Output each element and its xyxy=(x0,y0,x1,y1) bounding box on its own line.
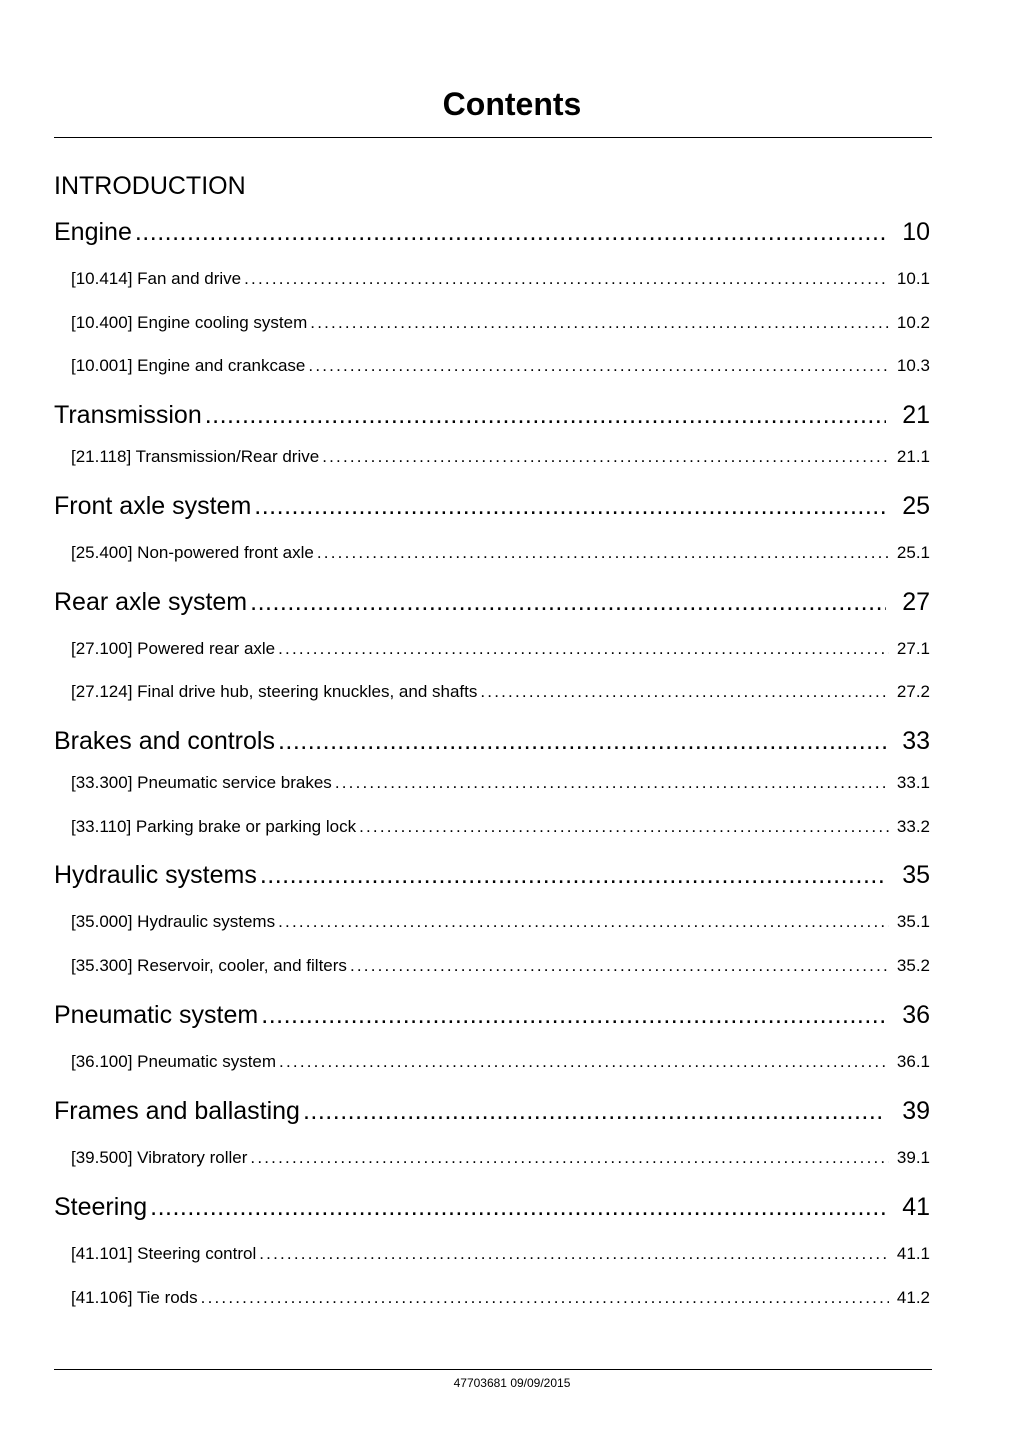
section-label: [21.118] Transmission/Rear drive xyxy=(71,447,320,466)
section-page: 21.1 xyxy=(896,447,930,466)
toc-section-fan-and-drive[interactable] xyxy=(71,267,932,291)
toc-section-steering-control[interactable] xyxy=(71,1242,932,1266)
chapter-label: Transmission xyxy=(54,401,202,429)
chapter-page: 10 xyxy=(902,218,930,246)
toc-chapter-front-axle-system[interactable] xyxy=(54,490,932,522)
section-page: 10.1 xyxy=(896,269,930,288)
footer-divider xyxy=(54,1369,932,1370)
section-page: 25.1 xyxy=(896,543,930,562)
section-label: [39.500] Vibratory roller xyxy=(71,1148,248,1167)
section-page: 33.1 xyxy=(896,773,930,792)
dot-leader xyxy=(259,1242,889,1266)
dot-leader xyxy=(278,910,889,934)
toc-chapter-pneumatic-system[interactable] xyxy=(54,999,932,1031)
chapter-page: 33 xyxy=(902,727,930,755)
chapter-label: Brakes and controls xyxy=(54,727,275,755)
dot-leader xyxy=(201,1286,889,1310)
dot-leader xyxy=(250,1146,889,1170)
dot-leader xyxy=(480,680,889,704)
toc-section-parking-brake[interactable] xyxy=(71,815,932,839)
dot-leader xyxy=(260,859,886,891)
section-page: 27.1 xyxy=(896,639,930,658)
dot-leader xyxy=(317,541,889,565)
toc-section-engine-and-crankcase[interactable] xyxy=(71,354,932,378)
toc-chapter-rear-axle-system[interactable] xyxy=(54,586,932,618)
section-page: 39.1 xyxy=(896,1148,930,1167)
section-page: 10.3 xyxy=(896,356,930,375)
toc-section-reservoir-cooler-filters[interactable] xyxy=(71,954,932,978)
dot-leader xyxy=(261,999,886,1031)
toc-section-final-drive-hub[interactable] xyxy=(71,680,932,704)
section-label: [33.110] Parking brake or parking lock xyxy=(71,817,357,836)
toc-chapter-transmission[interactable] xyxy=(54,399,932,431)
dot-leader xyxy=(278,637,889,661)
dot-leader xyxy=(278,725,886,757)
section-label: [41.106] Tie rods xyxy=(71,1288,198,1307)
chapter-label: Pneumatic system xyxy=(54,1001,259,1029)
toc-section-hydraulic-systems[interactable] xyxy=(71,910,932,934)
dot-leader xyxy=(254,490,886,522)
chapter-page: 36 xyxy=(902,1001,930,1029)
section-page: 36.1 xyxy=(896,1052,930,1071)
section-page: 35.2 xyxy=(896,956,930,975)
chapter-page: 41 xyxy=(902,1193,930,1221)
footer-doc-id-date: 47703681 09/09/2015 xyxy=(453,1376,571,1390)
dot-leader xyxy=(303,1095,886,1127)
section-label: [10.001] Engine and crankcase xyxy=(71,356,306,375)
intro-heading: INTRODUCTION xyxy=(54,172,246,200)
section-label: [27.124] Final drive hub, steering knuckles, and shafts xyxy=(71,682,478,701)
chapter-page: 39 xyxy=(902,1097,930,1125)
chapter-label: Steering xyxy=(54,1193,148,1221)
chapter-label: Frames and ballasting xyxy=(54,1097,300,1125)
dot-leader xyxy=(250,586,886,618)
section-label: [36.100] Pneumatic system xyxy=(71,1052,277,1071)
toc-chapter-brakes-and-controls[interactable] xyxy=(54,725,932,757)
section-page: 35.1 xyxy=(896,912,930,931)
section-label: [35.300] Reservoir, cooler, and filters xyxy=(71,956,347,975)
chapter-page: 25 xyxy=(902,492,930,520)
toc-section-pneumatic-system[interactable] xyxy=(71,1050,932,1074)
chapter-label: Front axle system xyxy=(54,492,252,520)
toc-chapter-steering[interactable] xyxy=(54,1191,932,1223)
chapter-page: 27 xyxy=(902,588,930,616)
dot-leader xyxy=(322,445,889,469)
toc-section-powered-rear-axle[interactable] xyxy=(71,637,932,661)
dot-leader xyxy=(359,815,889,839)
chapter-label: Hydraulic systems xyxy=(54,861,257,889)
dot-leader xyxy=(350,954,889,978)
section-page: 41.1 xyxy=(896,1244,930,1263)
section-label: [33.300] Pneumatic service brakes xyxy=(71,773,332,792)
dot-leader xyxy=(279,1050,889,1074)
dot-leader xyxy=(335,771,889,795)
dot-leader xyxy=(310,311,889,335)
chapter-page: 21 xyxy=(902,401,930,429)
dot-leader xyxy=(135,216,886,248)
chapter-label: Rear axle system xyxy=(54,588,248,616)
chapter-label: Engine xyxy=(54,218,132,246)
dot-leader xyxy=(205,399,886,431)
section-label: [35.000] Hydraulic systems xyxy=(71,912,276,931)
section-label: [10.414] Fan and drive xyxy=(71,269,242,288)
dot-leader xyxy=(150,1191,886,1223)
toc-section-non-powered-front-axle[interactable] xyxy=(71,541,932,565)
title-divider xyxy=(54,137,932,138)
page-title: Contents xyxy=(442,86,582,122)
section-label: [25.400] Non-powered front axle xyxy=(71,543,314,562)
chapter-page: 35 xyxy=(902,861,930,889)
section-label: [27.100] Powered rear axle xyxy=(71,639,276,658)
toc-section-transmission-rear-drive[interactable] xyxy=(71,445,932,469)
section-page: 27.2 xyxy=(896,682,930,701)
section-page: 33.2 xyxy=(896,817,930,836)
toc-chapter-hydraulic-systems[interactable] xyxy=(54,859,932,891)
toc-section-pneumatic-service-brakes[interactable] xyxy=(71,771,932,795)
toc-section-tie-rods[interactable] xyxy=(71,1286,932,1310)
section-page: 41.2 xyxy=(896,1288,930,1307)
section-label: [10.400] Engine cooling system xyxy=(71,313,308,332)
toc-section-engine-cooling-system[interactable] xyxy=(71,311,932,335)
toc-section-vibratory-roller[interactable] xyxy=(71,1146,932,1170)
dot-leader xyxy=(308,354,889,378)
dot-leader xyxy=(244,267,889,291)
toc-chapter-frames-and-ballasting[interactable] xyxy=(54,1095,932,1127)
toc-chapter-engine[interactable] xyxy=(54,216,932,248)
section-label: [41.101] Steering control xyxy=(71,1244,257,1263)
section-page: 10.2 xyxy=(896,313,930,332)
